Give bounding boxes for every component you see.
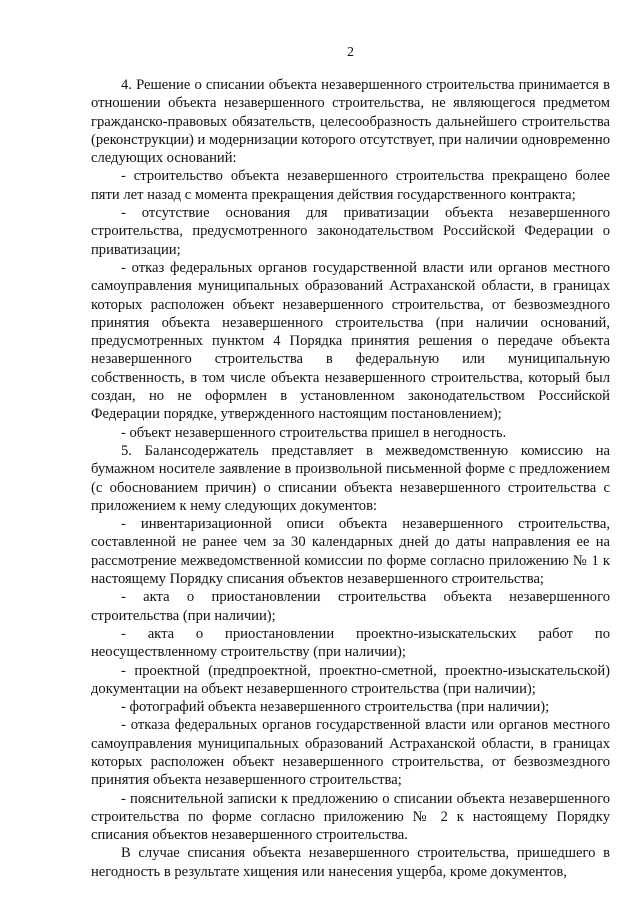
list-item-no-privatization: - отсутствие основания для приватизации объекта незавершенного строительства, предусмотренного законодательством Российской Федерации о приватизации; [91, 205, 610, 258]
paragraph-4-decision: 4. Решение о списании объекта незавершенного строительства принимается в отношении объекта незавершенного строительства, не являющегося предметом гражданско-правовых обязательств, целесообразность дальнейшего строительства (реконструкции) и модернизации которого отсутствует, при наличии одновременно следующих оснований: [91, 77, 610, 167]
list-item-photos: - фотографий объекта незавершенного строительства (при наличии); [121, 699, 550, 716]
list-item-unusable: - объект незавершенного строительства пришел в негодность. [121, 424, 507, 441]
list-item-explanatory-note: - пояснительной записки к предложению о списании объекта незавершенного строительства по форме согласно приложению № 2 к настоящему Порядку списания объектов незавершенного строительства. [91, 790, 610, 844]
list-item-project-docs: - проектной (предпроектной, проектно-сметной, проектно-изыскательской) документации на объект незавершенного строительства (при наличии); [91, 662, 610, 697]
list-item-construction-stopped: - строительство объекта незавершенного строительства прекращено более пяти лет назад с момента прекращения действия государственного контракта; [91, 168, 610, 203]
paragraph-theft-case: В случае списания объекта незавершенного строительства, пришедшего в негодность в результате хищения или нанесения ущерба, кроме документов, [91, 845, 610, 880]
list-item-suspension-act: - акта о приостановлении строительства объекта незавершенного строительства (при наличии); [91, 589, 610, 624]
page-number: 2 [347, 45, 354, 60]
list-item-inventory: - инвентаризационной описи объекта незавершенного строительства, составленной не ранее чем за 30 календарных дней до даты направления ее на рассмотрение межведомственной комиссии по форме согласно приложению № 1 к настоящему Порядку списания объектов незавершенного строительства; [91, 516, 610, 588]
list-item-refusal-transfer: - отказ федеральных органов государственной власти или органов местного самоуправления муниципальных образований Астраханской области, в границах которых расположен объект незавершенного строительства, от безвозмездного принятия объекта незавершенного строительства (при наличии оснований, предусмотренных пунктом 4 Порядка принятия решения о передаче объекта незавершенного строительства в федеральную или муниципальную собственность, в том числе объекта незавершенного строительства, который был создан, но не оформлен в установленном законодательством Российской Федерации порядке, утвержденного настоящим постановлением); [91, 259, 610, 423]
list-item-survey-suspension-act: - акта о приостановлении проектно-изыскательских работ по неосуществленному строительству (при наличии); [91, 625, 610, 661]
paragraph-5-balance-holder: 5. Балансодержатель представляет в межведомственную комиссию на бумажном носителе заявление в произвольной письменной форме с предложением (с обоснованием причин) о списании объекта незавершенного строительства с приложением к нему следующих документов: [91, 442, 610, 514]
list-item-refusal: - отказа федеральных органов государственной власти или органов местного самоуправления муниципальных образований Астраханской области, в границах которых расположен объект незавершенного строительства, от безвозмездного принятия объекта незавершенного строительства; [91, 717, 610, 789]
